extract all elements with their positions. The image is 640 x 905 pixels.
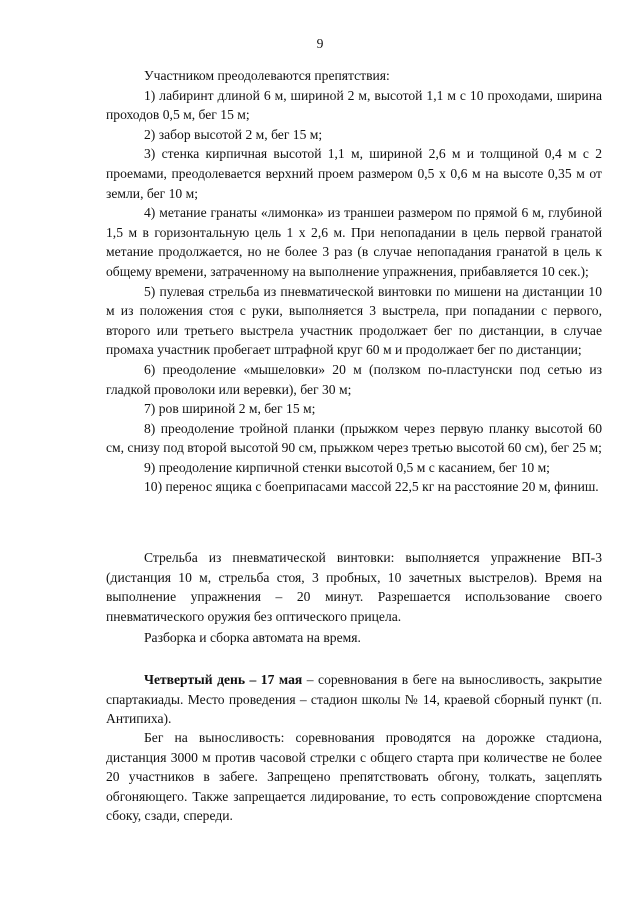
shooting-section — [106, 548, 602, 626]
obstacle-item-1: 1) лабиринт длиной 6 м, шириной 2 м, высотой 1,1 м с 10 проходами, ширина проходов 0,5 м, бег 15 м; — [106, 87, 602, 123]
obstacles-intro: Участником преодолеваются препятствия: — [144, 68, 390, 83]
obstacle-item-3: 3) стенка кирпичная высотой 1,1 м, шириной 2,6 м и толщиной 0,4 м с 2 проемами, преодолевается верхний проем размером 0,5 х 0,6 м на высоте 0,35 м от земли, бег 10 м; — [106, 146, 602, 201]
obstacle-item-10: 10) перенос ящика с боеприпасами массой 22,5 кг на расстояние 20 м, финиш. — [144, 479, 599, 495]
obstacle-item-4: 4) метание гранаты «лимонка» из траншеи размером по прямой 6 м, глубиной 1,5 м в горизонтальную цель 1 х 2,6 м. При непопадании в цель первой гранатой метание продолжается, но не более 3 раз (в случае непопадания гранатой в цель к общему времени, затраченному на выполнение упражнения, прибавляется 10 сек.); — [106, 205, 602, 279]
day4-paragraph — [106, 670, 602, 729]
obstacle-item-5: 5) пулевая стрельба из пневматической винтовки по мишени на дистанции 10 м из положения стоя с руки, выполняется 3 выстрела, при попадании с первого, второго или третьего выстрела участник продолжает бег по дистанции, в случае промаха участник пробегает штрафной круг 60 м и продолжает бег по дистанции; — [106, 283, 602, 358]
obstacle-item-6: 6) преодоление «мышеловки» 20 м (ползком по-пластунски под сетью из гладкой проволоки или веревки), бег 30 м; — [106, 361, 602, 397]
assembly-section — [106, 628, 602, 648]
day4-section — [106, 670, 602, 729]
shooting-paragraph: Стрельба из пневматической винтовки: выполняется упражнение ВП-3 (дистанция 10 м, стрельба стоя, 3 пробных, 10 зачетных выстрелов). Время на выполнение упражнения – 20 минут. Разрешается использование своего пневматического оружия без оптического прицела. — [106, 550, 602, 624]
obstacle-item-2: 2) забор высотой 2 м, бег 15 м; — [144, 126, 323, 142]
obstacle-item-8: 8) преодоление тройной планки (прыжком через первую планку высотой 60 см, снизу под второй высотой 90 см, прыжком через третью высотой 60 см), бег 25 м; — [106, 420, 602, 456]
assembly-paragraph: Разборка и сборка автомата на время. — [144, 630, 361, 645]
endurance-section — [106, 728, 602, 826]
day4-title: Четвертый день – 17 мая — [144, 672, 303, 687]
obstacles-section — [106, 66, 602, 497]
obstacle-item-9: 9) преодоление кирпичной стенки высотой 0,5 м с касанием, бег 10 м; — [144, 459, 550, 475]
obstacle-item-7: 7) ров шириной 2 м, бег 15 м; — [144, 401, 316, 417]
page-number: 9 — [316, 36, 324, 51]
day4-text: – соревнования в беге на выносливость, закрытие спартакиады. Место проведения – стадион школы № 14, краевой сборный пункт (п. Антипиха). — [106, 672, 602, 727]
endurance-paragraph: Бег на выносливость: соревнования проводятся на дорожке стадиона, дистанция 3000 м против часовой стрелки с общего старта при количестве не более 20 участников в забеге. Запрещено препятствовать обгону, толкать, зацеплять обгоняющего. Также запрещается лидирование, то есть сопровождение спортсмена сбоку, сзади, спереди. — [106, 730, 602, 824]
